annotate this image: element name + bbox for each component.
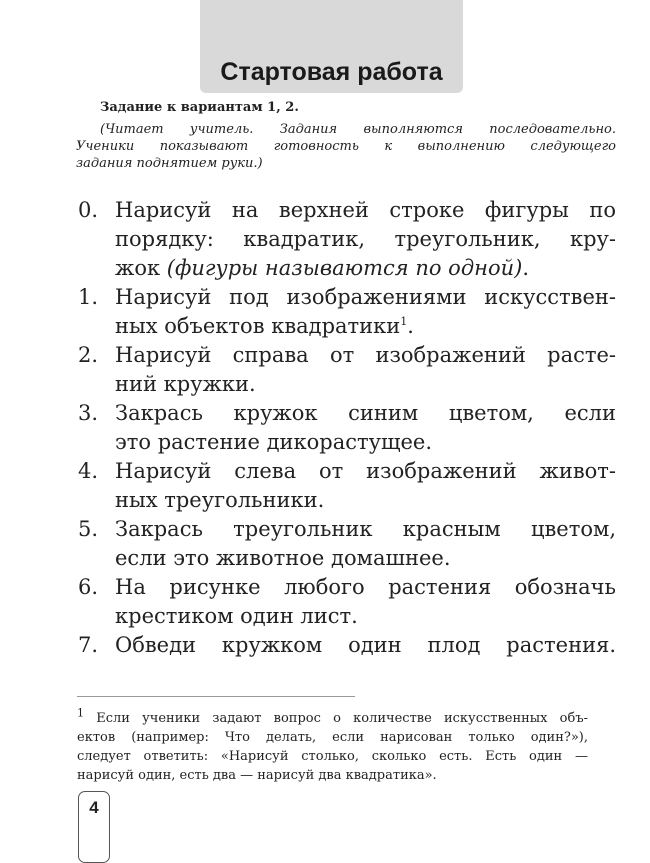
list-item xyxy=(78,283,616,341)
item-line: Обведи кружком один плод растения. xyxy=(115,633,616,657)
item-number: 2. xyxy=(78,343,99,367)
item-line: Нарисуй под изображениями искусствен- xyxy=(115,285,616,309)
item-line: Закрась треугольник красным цветом, xyxy=(115,517,616,541)
item-line: Нарисуй на верхней строке фигуры по xyxy=(115,198,616,222)
item-line: если это животное домашнее. xyxy=(115,546,451,570)
item-line: Нарисуй справа от изображений расте- xyxy=(115,343,616,367)
item-line xyxy=(115,254,616,283)
note-line: Ученики показывают готовность к выполнению следующего xyxy=(76,139,616,154)
item-text: жок xyxy=(115,256,167,280)
item-line xyxy=(115,312,616,341)
list-item xyxy=(78,341,616,399)
item-line: Закрась кружок синим цветом, если xyxy=(115,401,616,425)
footnote xyxy=(77,706,588,785)
footnote-line: нарисуй один, есть два — нарисуй два квадратика». xyxy=(77,768,437,783)
item-line: Нарисуй слева от изображений живот- xyxy=(115,459,616,483)
item-line: порядку: квадратик, треугольник, кру- xyxy=(115,227,616,251)
item-number: 6. xyxy=(78,575,99,599)
list-item xyxy=(78,631,616,660)
footnote-text: Если ученики задают вопрос о количестве искусственных объ- xyxy=(96,711,588,726)
footnote-line xyxy=(77,706,588,728)
section-header xyxy=(200,0,463,93)
list-item xyxy=(78,515,616,573)
teacher-note xyxy=(76,121,616,172)
item-number: 5. xyxy=(78,517,99,541)
list-item xyxy=(78,457,616,515)
footnote-ref: 1 xyxy=(400,315,408,328)
item-italic-text: (фигуры называются по одной) xyxy=(166,256,523,280)
note-line: (Читает учитель. Задания выполняются последовательно. xyxy=(100,122,616,137)
item-text: ных объектов квадратики xyxy=(115,314,401,338)
task-list xyxy=(78,196,616,660)
item-number: 7. xyxy=(78,633,99,657)
task-heading: Задание к вариантам 1, 2. xyxy=(100,100,299,115)
item-number: 4. xyxy=(78,459,99,483)
page-title: Стартовая работа xyxy=(220,58,443,86)
item-line: ных треугольники. xyxy=(115,488,325,512)
footnote-divider xyxy=(77,696,355,697)
item-line: крестиком один лист. xyxy=(115,604,358,628)
item-text: . xyxy=(522,256,530,280)
footnote-mark: 1 xyxy=(77,706,84,720)
item-line: это растение дикорастущее. xyxy=(115,430,433,454)
note-line: задания поднятием руки.) xyxy=(76,156,263,171)
item-line: ний кружки. xyxy=(115,372,256,396)
item-line: На рисунке любого растения обозначь xyxy=(115,575,616,599)
item-number: 3. xyxy=(78,401,99,425)
footnote-line: ектов (например: Что делать, если нарисован только один?»), xyxy=(77,730,588,745)
page-number: 4 xyxy=(89,798,99,817)
item-number: 1. xyxy=(78,285,99,309)
footnote-line: следует ответить: «Нарисуй столько, сколько есть. Есть один — xyxy=(77,749,588,764)
list-item xyxy=(78,573,616,631)
list-item xyxy=(78,399,616,457)
item-text: . xyxy=(407,314,414,338)
list-item xyxy=(78,196,616,283)
page-number-tab xyxy=(78,791,110,863)
item-number: 0. xyxy=(78,198,99,222)
